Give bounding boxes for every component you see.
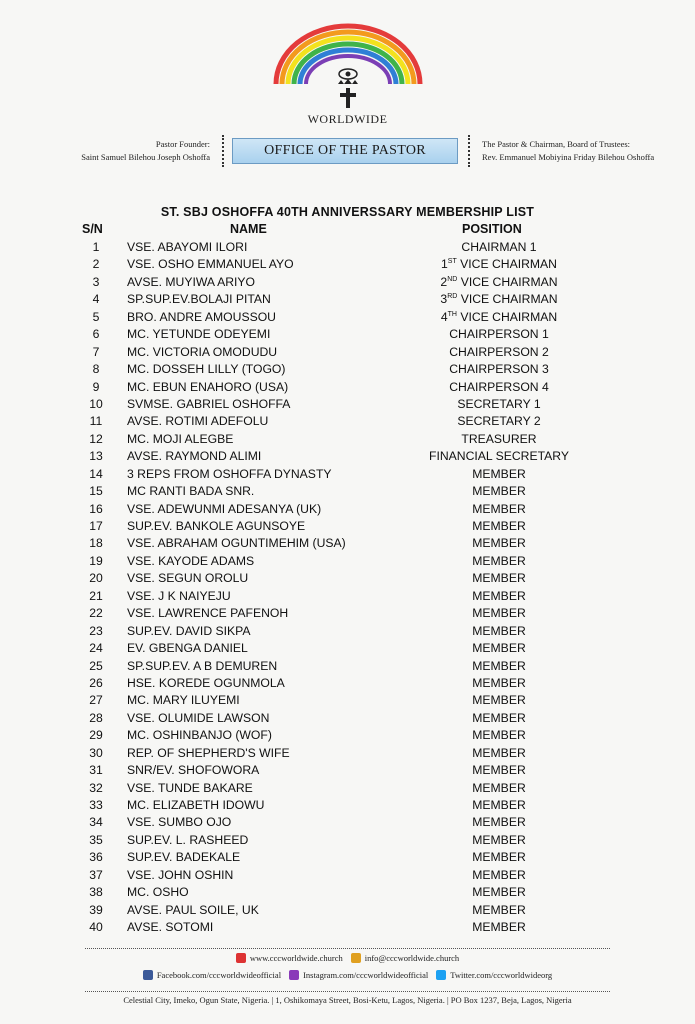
row-member-name: MC. EBUN ENAHORO (USA) bbox=[127, 379, 289, 394]
row-position: MEMBER bbox=[472, 885, 526, 900]
membership-table bbox=[0, 239, 695, 937]
footer-divider-top bbox=[85, 948, 610, 949]
row-member-name: MC. MOJI ALEGBE bbox=[127, 431, 234, 446]
row-member-name: EV. GBENGA DANIEL bbox=[127, 641, 248, 656]
position-ordinal-suffix: TH bbox=[447, 310, 457, 318]
row-serial-number: 35 bbox=[89, 832, 103, 847]
row-serial-number: 22 bbox=[89, 606, 103, 621]
table-row bbox=[0, 605, 695, 622]
row-serial-number: 26 bbox=[89, 675, 103, 690]
row-member-name: VSE. KAYODE ADAMS bbox=[127, 553, 255, 568]
pastor-chairman-block bbox=[482, 138, 682, 164]
divider-left bbox=[222, 135, 224, 167]
table-row bbox=[0, 762, 695, 779]
table-row bbox=[0, 745, 695, 762]
row-member-name: MC. ELIZABETH IDOWU bbox=[127, 798, 265, 812]
row-position: MEMBER bbox=[472, 693, 526, 708]
row-serial-number: 5 bbox=[92, 309, 100, 324]
row-serial-number: 12 bbox=[89, 431, 103, 446]
row-position: MEMBER bbox=[472, 850, 526, 865]
table-row bbox=[0, 849, 695, 866]
table-row bbox=[0, 483, 695, 500]
chairman-name: Rev. Emmanuel Mobiyina Friday Bilehou Oshoffa bbox=[482, 152, 655, 162]
table-row bbox=[0, 919, 695, 936]
row-member-name: AVSE. PAUL SOILE, UK bbox=[127, 902, 259, 917]
twitter-icon bbox=[436, 970, 446, 980]
row-member-name: AVSE. MUYIWA ARIYO bbox=[127, 274, 255, 289]
row-member-name: BRO. ANDRE AMOUSSOU bbox=[127, 309, 276, 324]
row-member-name: MC. VICTORIA OMODUDU bbox=[127, 344, 278, 359]
row-member-name: AVSE. ROTIMI ADEFOLU bbox=[127, 414, 269, 429]
row-serial-number: 14 bbox=[89, 466, 103, 481]
pastor-founder-block bbox=[60, 138, 210, 164]
table-row bbox=[0, 623, 695, 640]
row-member-name: SUP.EV. L. RASHEED bbox=[127, 832, 249, 847]
column-header-name: NAME bbox=[230, 222, 267, 236]
position-ordinal: 3 bbox=[440, 292, 448, 307]
table-row bbox=[0, 413, 695, 430]
position-ordinal: 1 bbox=[441, 257, 448, 272]
footer-contact-row-1 bbox=[0, 953, 695, 963]
mail-icon bbox=[351, 953, 361, 963]
row-position: MEMBER bbox=[472, 798, 526, 812]
row-position: MEMBER bbox=[472, 553, 526, 568]
row-member-name: SP.SUP.EV.BOLAJI PITAN bbox=[127, 292, 271, 307]
row-serial-number: 9 bbox=[92, 379, 100, 394]
chairman-label: The Pastor & Chairman, Board of Trustees: bbox=[482, 139, 631, 149]
row-member-name: SNR/EV. SHOFOWORA bbox=[127, 763, 260, 778]
row-member-name: VSE. TUNDE BAKARE bbox=[127, 780, 253, 795]
row-position: MEMBER bbox=[472, 780, 526, 795]
row-position: MEMBER bbox=[472, 519, 526, 533]
table-row bbox=[0, 867, 695, 884]
row-member-name: VSE. J K NAIYEJU bbox=[127, 588, 231, 603]
row-member-name: 3 REPS FROM OSHOFFA DYNASTY bbox=[127, 466, 332, 481]
facebook-text: Facebook.com/cccworldwideofficial bbox=[156, 970, 282, 980]
row-member-name: SUP.EV. DAVID SIKPA bbox=[127, 623, 251, 638]
row-serial-number: 21 bbox=[89, 588, 103, 603]
facebook-icon bbox=[143, 970, 153, 980]
row-serial-number: 25 bbox=[89, 658, 103, 673]
footer-divider-bottom bbox=[85, 991, 610, 992]
row-member-name: VSE. SEGUN OROLU bbox=[127, 571, 249, 586]
row-position: CHAIRPERSON 4 bbox=[449, 379, 549, 394]
position-title: VICE CHAIRMAN bbox=[456, 257, 557, 272]
row-position: CHAIRPERSON 3 bbox=[449, 362, 549, 377]
row-serial-number: 39 bbox=[89, 902, 103, 917]
row-member-name: SVMSE. GABRIEL OSHOFFA bbox=[127, 396, 291, 411]
twitter-text: Twitter.com/cccworldwideorg bbox=[450, 970, 553, 980]
row-serial-number: 13 bbox=[89, 449, 103, 464]
row-serial-number: 31 bbox=[89, 763, 103, 778]
row-position: CHAIRMAN 1 bbox=[461, 240, 537, 254]
row-member-name: SP.SUP.EV. A B DEMUREN bbox=[127, 658, 278, 673]
row-serial-number: 11 bbox=[89, 414, 103, 429]
footer-address: Celestial City, Imeko, Ogun State, Nigeria. | 1, Oshikomaya Street, Bosi-Ketu, Lagos, Nigeria. | PO Box 1237, Beja, Lagos, Nigeria bbox=[123, 995, 572, 1005]
row-member-name: MC. YETUNDE ODEYEMI bbox=[127, 327, 271, 342]
row-member-name: SUP.EV. BADEKALE bbox=[127, 850, 241, 865]
table-row bbox=[0, 501, 695, 518]
row-position: MEMBER bbox=[472, 728, 526, 743]
email-link[interactable] bbox=[351, 953, 459, 963]
row-position: MEMBER bbox=[472, 745, 526, 760]
row-position: MEMBER bbox=[472, 606, 526, 621]
table-row bbox=[0, 797, 695, 814]
table-row bbox=[0, 274, 695, 291]
row-serial-number: 17 bbox=[89, 519, 103, 533]
row-position bbox=[405, 309, 593, 326]
row-serial-number: 37 bbox=[89, 867, 103, 882]
table-row bbox=[0, 256, 695, 273]
row-serial-number: 30 bbox=[89, 745, 103, 760]
table-row bbox=[0, 326, 695, 343]
row-member-name: AVSE. SOTOMI bbox=[127, 920, 214, 935]
row-position: MEMBER bbox=[472, 763, 526, 778]
position-title: VICE CHAIRMAN bbox=[457, 292, 558, 307]
row-position: MEMBER bbox=[472, 484, 526, 499]
row-position bbox=[405, 256, 593, 273]
row-member-name: MC. OSHINBANJO (WOF) bbox=[127, 728, 272, 743]
row-position: MEMBER bbox=[472, 832, 526, 847]
table-row bbox=[0, 727, 695, 744]
table-row bbox=[0, 535, 695, 552]
table-row bbox=[0, 710, 695, 727]
row-serial-number: 1 bbox=[92, 240, 100, 254]
table-row bbox=[0, 518, 695, 535]
table-row bbox=[0, 344, 695, 361]
row-serial-number: 29 bbox=[89, 728, 103, 743]
row-position: CHAIRPERSON 2 bbox=[449, 344, 549, 359]
position-ordinal-suffix: RD bbox=[447, 293, 458, 301]
email-text: info@cccworldwide.church bbox=[364, 953, 460, 963]
table-row bbox=[0, 431, 695, 448]
row-serial-number: 18 bbox=[89, 536, 103, 551]
divider-right bbox=[468, 135, 470, 167]
row-serial-number: 8 bbox=[92, 362, 100, 377]
row-member-name: MC. DOSSEH LILLY (TOGO) bbox=[127, 362, 286, 377]
row-serial-number: 33 bbox=[89, 798, 103, 812]
position-ordinal: 2 bbox=[440, 274, 448, 289]
table-row bbox=[0, 832, 695, 849]
row-serial-number: 10 bbox=[89, 396, 103, 411]
table-row bbox=[0, 396, 695, 413]
row-position: MEMBER bbox=[472, 623, 526, 638]
position-ordinal-suffix: ND bbox=[447, 275, 458, 283]
row-position: MEMBER bbox=[472, 536, 526, 551]
worldwide-label: WORLDWIDE bbox=[307, 112, 388, 126]
row-position: MEMBER bbox=[472, 815, 526, 830]
column-header-sn: S/N bbox=[82, 222, 103, 236]
row-position: MEMBER bbox=[472, 920, 526, 935]
position-ordinal-suffix: ST bbox=[447, 258, 457, 266]
row-serial-number: 23 bbox=[89, 623, 103, 638]
row-member-name: VSE. OSHO EMMANUEL AYO bbox=[127, 257, 294, 272]
row-position: MEMBER bbox=[472, 466, 526, 481]
row-serial-number: 34 bbox=[89, 815, 103, 830]
row-position: MEMBER bbox=[472, 571, 526, 586]
row-serial-number: 27 bbox=[89, 693, 103, 708]
row-position: MEMBER bbox=[472, 641, 526, 656]
table-row bbox=[0, 553, 695, 570]
row-serial-number: 3 bbox=[92, 274, 100, 289]
table-row bbox=[0, 309, 695, 326]
row-position: MEMBER bbox=[472, 588, 526, 603]
row-serial-number: 15 bbox=[89, 484, 103, 499]
row-member-name: AVSE. RAYMOND ALIMI bbox=[127, 449, 262, 464]
position-title: VICE CHAIRMAN bbox=[456, 309, 558, 324]
row-serial-number: 38 bbox=[89, 885, 103, 900]
founder-label: Pastor Founder: bbox=[155, 139, 210, 149]
row-member-name: VSE. SUMBO OJO bbox=[127, 815, 232, 830]
row-position: MEMBER bbox=[472, 710, 526, 725]
table-row bbox=[0, 640, 695, 657]
row-member-name: VSE. ABAYOMI ILORI bbox=[127, 240, 248, 254]
row-serial-number: 24 bbox=[89, 641, 103, 656]
row-member-name: VSE. JOHN OSHIN bbox=[127, 867, 234, 882]
row-position: MEMBER bbox=[472, 501, 526, 516]
instagram-text: Instagram.com/cccworldwideofficial bbox=[303, 970, 429, 980]
table-row bbox=[0, 658, 695, 675]
table-row bbox=[0, 570, 695, 587]
row-member-name: SUP.EV. BANKOLE AGUNSOYE bbox=[127, 519, 306, 533]
row-position bbox=[405, 274, 593, 291]
position-ordinal: 4 bbox=[440, 309, 448, 324]
row-serial-number: 19 bbox=[89, 553, 103, 568]
row-serial-number: 32 bbox=[89, 780, 103, 795]
table-row bbox=[0, 291, 695, 308]
footer-contact-row-2 bbox=[0, 970, 695, 980]
instagram-link[interactable] bbox=[289, 970, 428, 980]
position-title: VICE CHAIRMAN bbox=[457, 274, 558, 289]
row-position: MEMBER bbox=[472, 658, 526, 673]
table-row bbox=[0, 675, 695, 692]
row-position: SECRETARY 2 bbox=[457, 414, 541, 429]
row-serial-number: 4 bbox=[92, 292, 100, 307]
table-row bbox=[0, 466, 695, 483]
row-member-name: REP. OF SHEPHERD'S WIFE bbox=[127, 745, 290, 760]
row-serial-number: 40 bbox=[89, 920, 103, 935]
row-member-name: MC. MARY ILUYEMI bbox=[127, 693, 240, 708]
column-header-position: POSITION bbox=[462, 222, 522, 236]
row-position: FINANCIAL SECRETARY bbox=[429, 449, 569, 464]
table-row bbox=[0, 692, 695, 709]
website-text: www.cccworldwide.church bbox=[249, 953, 343, 963]
founder-name: Saint Samuel Bilehou Joseph Oshoffa bbox=[81, 152, 210, 162]
row-position: MEMBER bbox=[472, 902, 526, 917]
row-serial-number: 2 bbox=[92, 257, 100, 272]
row-serial-number: 20 bbox=[89, 571, 103, 586]
row-member-name: VSE. LAWRENCE PAFENOH bbox=[127, 606, 289, 621]
row-serial-number: 6 bbox=[92, 327, 100, 342]
row-member-name: HSE. KOREDE OGUNMOLA bbox=[127, 675, 285, 690]
table-row bbox=[0, 588, 695, 605]
row-member-name: VSE. ABRAHAM OGUNTIMEHIM (USA) bbox=[127, 536, 346, 551]
row-position: MEMBER bbox=[472, 675, 526, 690]
table-row bbox=[0, 379, 695, 396]
row-serial-number: 16 bbox=[89, 501, 103, 516]
twitter-link[interactable] bbox=[436, 970, 552, 980]
row-position bbox=[405, 291, 593, 308]
row-member-name: MC RANTI BADA SNR. bbox=[127, 484, 255, 499]
row-serial-number: 36 bbox=[89, 850, 103, 865]
youtube-icon bbox=[236, 953, 246, 963]
row-position: CHAIRPERSON 1 bbox=[449, 327, 549, 342]
website-link[interactable] bbox=[236, 953, 343, 963]
table-row bbox=[0, 448, 695, 465]
table-row bbox=[0, 239, 695, 256]
table-row bbox=[0, 814, 695, 831]
table-row bbox=[0, 902, 695, 919]
row-serial-number: 7 bbox=[92, 344, 100, 359]
table-row bbox=[0, 780, 695, 797]
row-position: TREASURER bbox=[461, 431, 537, 446]
row-serial-number: 28 bbox=[89, 710, 103, 725]
row-member-name: MC. OSHO bbox=[127, 885, 189, 900]
row-member-name: VSE. ADEWUNMI ADESANYA (UK) bbox=[127, 501, 322, 516]
row-member-name: VSE. OLUMIDE LAWSON bbox=[127, 710, 270, 725]
table-row bbox=[0, 884, 695, 901]
instagram-icon bbox=[289, 970, 299, 980]
row-position: SECRETARY 1 bbox=[457, 396, 541, 411]
facebook-link[interactable] bbox=[143, 970, 281, 980]
office-title: OFFICE OF THE PASTOR bbox=[232, 138, 458, 164]
table-row bbox=[0, 361, 695, 378]
document-title: ST. SBJ OSHOFFA 40TH ANNIVERSSARY MEMBERSHIP LIST bbox=[160, 205, 535, 219]
row-position: MEMBER bbox=[472, 867, 526, 882]
